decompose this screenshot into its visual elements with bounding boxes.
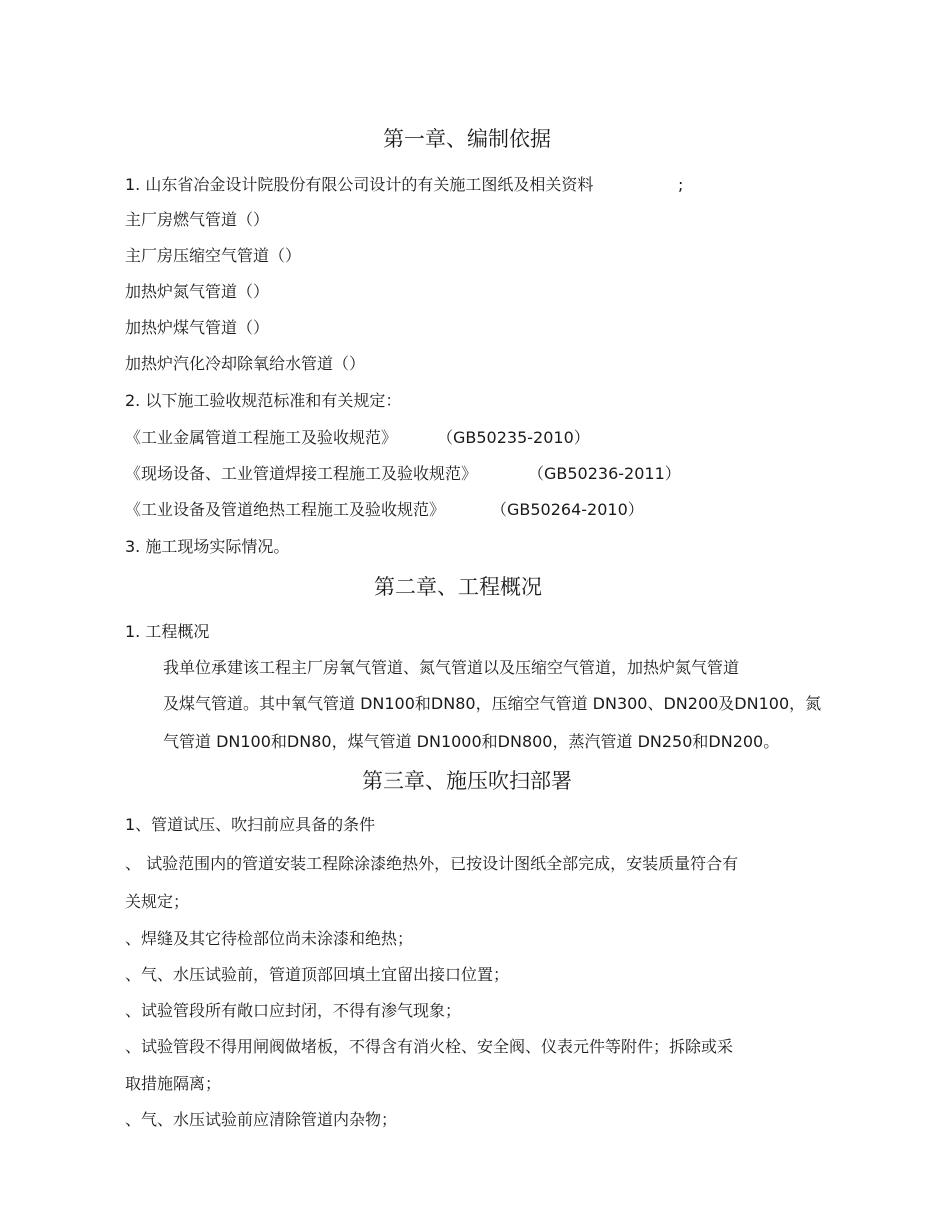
drawing-item: 主厂房压缩空气管道（）	[125, 246, 302, 265]
condition-line: 、焊缝及其它待检部位尚未涂漆和绝热；	[125, 929, 414, 948]
standard-code: （GB50236-2011）	[528, 464, 681, 483]
overview-paragraph-line: 我单位承建该工程主厂房氧气管道、氮气管道以及压缩空气管道，加热炉氮气管道	[163, 658, 740, 677]
condition-line: 、 试验范围内的管道安装工程除涂漆绝热外，已按设计图纸全部完成，安装质量符合有	[125, 854, 739, 873]
basis-item-1-end: ;	[678, 175, 684, 194]
standard-name: 《工业设备及管道绝热工程施工及验收规范》	[125, 500, 446, 519]
drawing-item: 主厂房燃气管道（）	[125, 210, 270, 229]
standard-code: （GB50235-2010）	[437, 428, 590, 447]
basis-item-1: 1. 山东省冶金设计院股份有限公司设计的有关施工图纸及相关资料	[125, 175, 594, 194]
condition-line: 关规定；	[125, 892, 190, 911]
chapter-2-title: 第二章、工程概况	[374, 575, 542, 599]
chapter-1-title: 第一章、编制依据	[383, 127, 551, 151]
drawing-item: 加热炉氮气管道（）	[125, 282, 270, 301]
chapter-3-title: 第三章、施压吹扫部署	[362, 769, 572, 793]
basis-item-3: 3. 施工现场实际情况。	[125, 537, 290, 556]
basis-item-2: 2. 以下施工验收规范标准和有关规定：	[125, 391, 402, 410]
drawing-item: 加热炉煤气管道（）	[125, 318, 270, 337]
overview-paragraph-line: 气管道 DN100和DN80，煤气管道 DN1000和DN800，蒸汽管道 DN250和DN200。	[163, 732, 780, 751]
condition-line: 取措施隔离；	[125, 1074, 222, 1093]
standard-name: 《现场设备、工业管道焊接工程施工及验收规范》	[125, 464, 478, 483]
standard-code: （GB50264-2010）	[491, 500, 644, 519]
condition-line: 、试验管段不得用闸阀做堵板，不得含有消火栓、安全阀、仪表元件等附件；拆除或采	[125, 1037, 734, 1056]
overview-heading: 1. 工程概况	[125, 622, 210, 641]
condition-line: 、试验管段所有敞口应封闭，不得有渗气现象；	[125, 1001, 462, 1020]
standard-name: 《工业金属管道工程施工及验收规范》	[125, 428, 398, 447]
drawing-item: 加热炉汽化冷却除氧给水管道（）	[125, 354, 366, 373]
condition-line: 、气、水压试验前应清除管道内杂物；	[125, 1110, 398, 1129]
conditions-heading: 1、管道试压、吹扫前应具备的条件	[125, 815, 376, 834]
overview-paragraph-line: 及煤气管道。其中氧气管道 DN100和DN80，压缩空气管道 DN300、DN200及DN100，氮	[163, 694, 822, 713]
condition-line: 、气、水压试验前，管道顶部回填土宜留出接口位置；	[125, 965, 510, 984]
